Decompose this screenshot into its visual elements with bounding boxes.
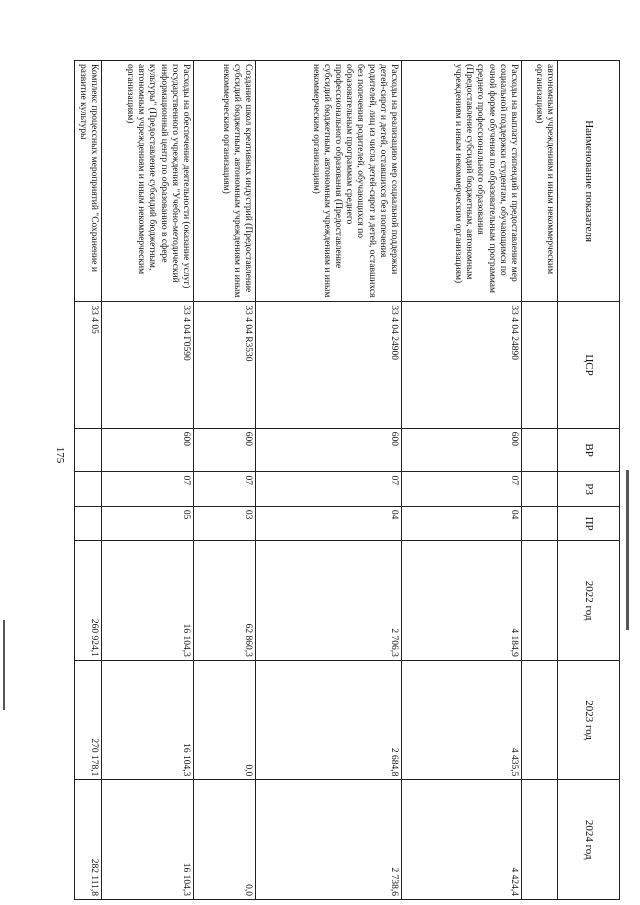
cell-2024: 16 104,3 (102, 780, 194, 900)
cell-2023: 4 435,5 (402, 660, 522, 780)
table-header-row (558, 61, 620, 900)
header-pr: ПР (558, 506, 620, 540)
cell-name: Комплекс процессных мероприятий "Сохранение и развитие культуры (74, 61, 101, 302)
table-row (74, 61, 101, 900)
cell-2023: 2 684,8 (256, 660, 402, 780)
cell-rz: 07 (402, 472, 522, 506)
cell-name: Создание школ креативных индустрий (Предоставление субсидий бюджетным, автономным учреждениям и иным некоммерческим организациям) (194, 61, 256, 302)
cell-rz (74, 472, 101, 506)
cell-csr: 33 4 04 24900 (256, 302, 402, 428)
cell-pr (74, 506, 101, 540)
cell-csr: 33 4 04 24890 (402, 302, 522, 428)
cell-vr (522, 428, 558, 472)
cell-pr: 03 (194, 506, 256, 540)
table-row (402, 61, 522, 900)
header-csr: ЦСР (558, 302, 620, 428)
cell-rz: 07 (256, 472, 402, 506)
table-row (256, 61, 402, 900)
cell-2024: 4 424,4 (402, 780, 522, 900)
cell-vr: 600 (194, 428, 256, 472)
cell-name: Расходы на выплату стипендий и предоставление мер социальной поддержки студентам, обучающимся по очной форме обучения по образовательным программам среднего профессионального образования (Предоставление субсидий бюджетным, автономным учреждениям и иным некоммерческим организациям) (402, 61, 522, 302)
budget-table (74, 60, 620, 900)
header-rz: РЗ (558, 472, 620, 506)
cell-pr (522, 506, 558, 540)
cell-csr (522, 302, 558, 428)
table-row (194, 61, 256, 900)
cell-vr: 600 (256, 428, 402, 472)
scan-edge-mark (3, 620, 5, 710)
cell-2024: 2 738,6 (256, 780, 402, 900)
cell-2022: 260 924,1 (74, 541, 101, 661)
cell-pr: 04 (402, 506, 522, 540)
cell-2022: 16 104,3 (102, 541, 194, 661)
cell-2024: 282 111,8 (74, 780, 101, 900)
cell-2022 (522, 541, 558, 661)
table-row (522, 61, 558, 900)
cell-name: автономным учреждениям и иным некоммерческим организациям) (522, 61, 558, 302)
cell-2023: 0,0 (194, 660, 256, 780)
cell-csr: 33 4 05 (74, 302, 101, 428)
cell-rz: 07 (194, 472, 256, 506)
cell-name: Расходы на обеспечение деятельности (оказание услуг) государственного учреждения "Учебно-методический информационный центр по образованию в сфере культуры" (Предоставление субсидий бюджетным, автономным учреждениям и иным некоммерческим организациям) (102, 61, 194, 302)
header-2023: 2023 год (558, 660, 620, 780)
cell-2024: 0,0 (194, 780, 256, 900)
table-row (102, 61, 194, 900)
scan-edge-mark (626, 470, 629, 630)
budget-table-rotated (77, 60, 620, 900)
cell-2023 (522, 660, 558, 780)
cell-name: Расходы на реализацию мер социальной поддержки детей-сирот и детей, оставшихся без попечения родителей, лиц из числа детей-сирот и детей, оставшихся без попечения родителей, обучающихся по образовательным программам среднего профессионального образования (Предоставление субсидий бюджетным, автономным учреждениям и иным некоммерческим организациям) (256, 61, 402, 302)
cell-2022: 2 706,3 (256, 541, 402, 661)
cell-2024 (522, 780, 558, 900)
header-2024: 2024 год (558, 780, 620, 900)
cell-csr: 33 4 04 Г0590 (102, 302, 194, 428)
cell-2023: 16 104,3 (102, 660, 194, 780)
cell-vr: 600 (102, 428, 194, 472)
cell-vr (74, 428, 101, 472)
cell-csr: 33 4 04 R3530 (194, 302, 256, 428)
header-2022: 2022 год (558, 541, 620, 661)
cell-pr: 05 (102, 506, 194, 540)
cell-rz: 07 (102, 472, 194, 506)
cell-vr: 600 (402, 428, 522, 472)
page-number: 175 (54, 446, 66, 464)
header-name: Наименование показателя (558, 61, 620, 302)
cell-rz (522, 472, 558, 506)
header-vr: ВР (558, 428, 620, 472)
cell-2022: 62 860,3 (194, 541, 256, 661)
cell-2023: 270 178,1 (74, 660, 101, 780)
cell-pr: 04 (256, 506, 402, 540)
cell-2022: 4 184,9 (402, 541, 522, 661)
